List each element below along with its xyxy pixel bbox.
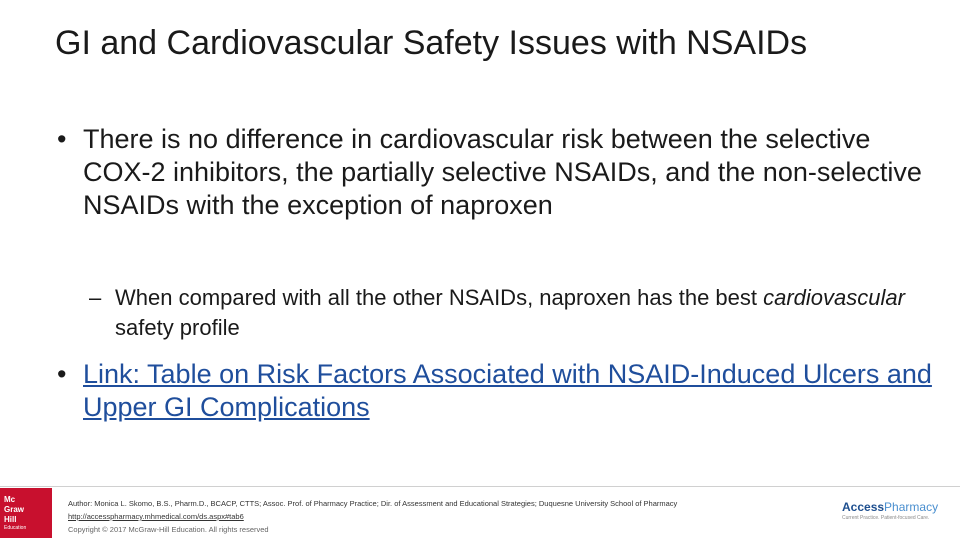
logo-line-2: Graw — [4, 504, 25, 514]
bullet-marker: • — [57, 124, 67, 154]
sub-bullet-text-start: When compared with all the other NSAIDs, naproxen has the best — [115, 285, 764, 310]
access-pharmacy-logo — [842, 500, 952, 530]
footer-credits — [68, 497, 828, 536]
risk-factors-table-link[interactable]: Link: Table on Risk Factors Associated with NSAID-Induced Ulcers and Upper GI Complications — [83, 359, 932, 422]
sub-bullet-marker: – — [89, 285, 102, 310]
bullet-text: There is no difference in cardiovascular risk between the selective COX-2 inhibitors, the partially selective NSAIDs, and the non-selective NSAIDs with the exception of naproxen — [83, 124, 922, 220]
logo-line-1: Mc — [4, 494, 16, 504]
logo-name-pharmacy: Pharmacy — [884, 500, 939, 514]
logo-line-3: Hill — [4, 514, 17, 524]
author-credit: Author: Monica L. Skomo, B.S., Pharm.D., BCACP, CTTS; Assoc. Prof. of Pharmacy Practice; Dir. of Assessment and Educational Strategies; Duquesne University School of Pharmacy — [68, 499, 678, 508]
sub-bullet-text-italic: cardiovascular — [763, 285, 905, 310]
source-url-link[interactable]: http://accesspharmacy.mhmedical.com/ds.aspx#tab6 — [68, 512, 244, 521]
slide-title: GI and Cardiovascular Safety Issues with NSAIDs — [55, 24, 808, 62]
mcgraw-hill-logo — [0, 488, 52, 538]
bullet-cardiovascular-risk — [57, 123, 933, 222]
bullet-marker: • — [57, 359, 67, 389]
sub-bullet-naproxen — [89, 283, 935, 343]
footer-divider — [0, 486, 960, 487]
logo-tagline: Current Practice. Patient-focused Care. — [842, 515, 930, 521]
bullet-link — [57, 358, 933, 424]
logo-name-access: Access — [842, 500, 885, 514]
logo-line-4: Education — [4, 524, 27, 531]
sub-bullet-text-end: safety profile — [115, 315, 240, 340]
copyright: Copyright © 2017 McGraw-Hill Education. All rights reserved — [68, 525, 269, 534]
